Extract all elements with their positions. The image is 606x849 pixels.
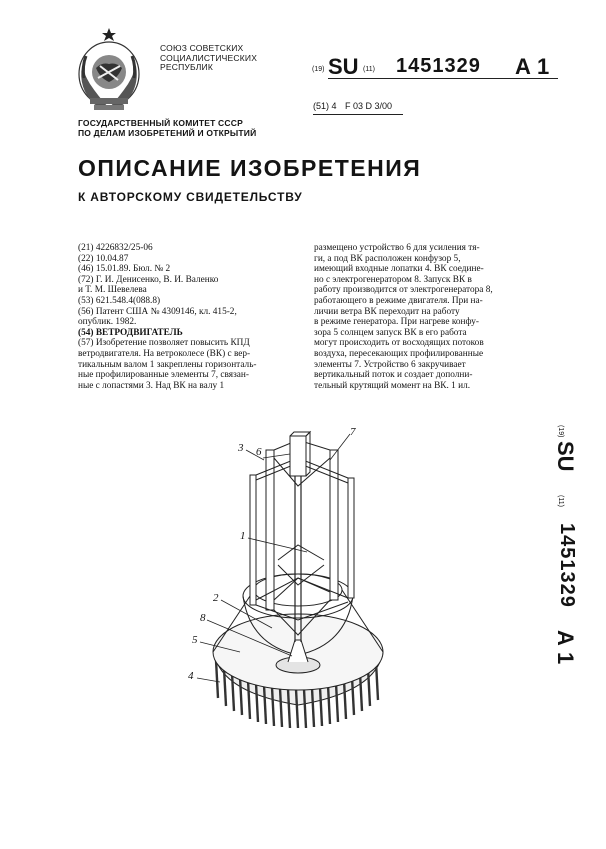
state-emblem-icon [68,26,150,116]
label-5: 5 [192,634,198,646]
label-4: 4 [188,670,194,682]
right-line: ги, а под ВК расположен конфузор 5, [314,253,461,264]
label-8: 8 [200,612,206,624]
org-line-2: СОЦИАЛИСТИЧЕСКИХ [160,52,258,63]
country-code: SU [328,54,359,79]
side-header [548,425,588,685]
label-6: 6 [256,446,262,458]
figure [180,420,420,780]
right-line: зора 5 солнцем запуск ВК в его работа [314,327,467,338]
left-line: ветродвигателя. На ветроколесе (ВК) с вер- [78,348,251,359]
left-line: (57) Изобретение позволяет повысить КПД [78,338,250,349]
ipc-class [313,101,392,111]
right-line: в режиме генератора. При нагреве конфу- [314,317,480,328]
left-line: опублик. 1982. [78,317,137,328]
right-line: размещено устройство 6 для усиления тя- [314,243,480,253]
code-11: (11) [363,66,375,73]
right-line: имеющий входные лопатки 4. ВК соедине- [314,264,484,275]
left-line: ные с лопастями 3. Над ВК на валу 1 [78,380,225,391]
right-line: воздуха, пересекающих профилированные [314,348,484,359]
patent-number: 1451329 [396,55,481,77]
side-code-11: (11) [557,495,564,507]
label-2: 2 [213,592,219,604]
side-kind-code: А 1 [553,630,578,665]
ipc-underline [313,114,403,115]
right-line: работающего в режиме двигателя. При на- [314,295,483,306]
document-title: ОПИСАНИЕ ИЗОБРЕТЕНИЯ [78,155,422,181]
left-line: ные профилированные элементы 7, связан- [78,370,249,381]
left-line: (21) 4226832/25-06 [78,243,153,253]
org-name [160,44,257,73]
ipc-value: F 03 D 3/00 [345,101,393,111]
kind-code: А 1 [515,54,550,79]
committee [78,118,256,138]
left-line: (22) 10.04.87 [78,253,129,264]
right-line: вертикальный поток и создает дополни- [314,370,473,381]
left-line: (46) 15.01.89. Бюл. № 2 [78,264,171,275]
right-column [314,243,544,391]
side-country-code: SU [553,441,578,472]
label-3: 3 [238,442,244,454]
left-line: и Т. М. Шевелева [78,285,147,296]
right-line: могут происходить от восходящих потоков [314,338,484,349]
label-7: 7 [350,426,356,438]
thrust-device [290,432,310,476]
right-line: личии ветра ВК переходит на работу [314,306,460,317]
left-line: (72) Г. И. Денисенко, В. И. Валенко [78,274,219,285]
invention-name: (54) ВЕТРОДВИГАТЕЛЬ [78,327,183,338]
committee-line-1: ГОСУДАРСТВЕННЫЙ КОМИТЕТ СССР [78,118,243,128]
side-code-19: (19) [557,425,564,438]
code-51: (51) 4 [313,101,337,111]
org-line-3: РЕСПУБЛИК [160,62,214,72]
side-patent-number: 1451329 [556,523,578,608]
left-line: (53) 621.548.4(088.8) [78,295,161,306]
left-line: (56) Патент США № 4309146, кл. 415-2, [78,306,237,317]
document-subtitle: К АВТОРСКОМУ СВИДЕТЕЛЬСТВУ [78,190,303,204]
left-column [78,243,303,391]
label-1: 1 [240,530,246,542]
patent-header [310,52,570,84]
committee-line-2: ПО ДЕЛАМ ИЗОБРЕТЕНИЙ И ОТКРЫТИЙ [78,128,257,138]
header-underline [328,78,558,79]
code-19: (19) [312,66,325,73]
right-line: но с электрогенератором 8. Запуск ВК в [314,274,472,285]
org-line-1: СОЮЗ СОВЕТСКИХ [160,43,244,53]
right-line: работу производится от электрогенератора 8, [314,285,493,296]
right-line: элементы 7. Устройство 6 закручивает [314,359,466,370]
left-line: тикальным валом 1 закреплены горизонталь- [78,359,257,370]
right-line: тельный крутящий момент на ВК. 1 ил. [314,380,471,391]
